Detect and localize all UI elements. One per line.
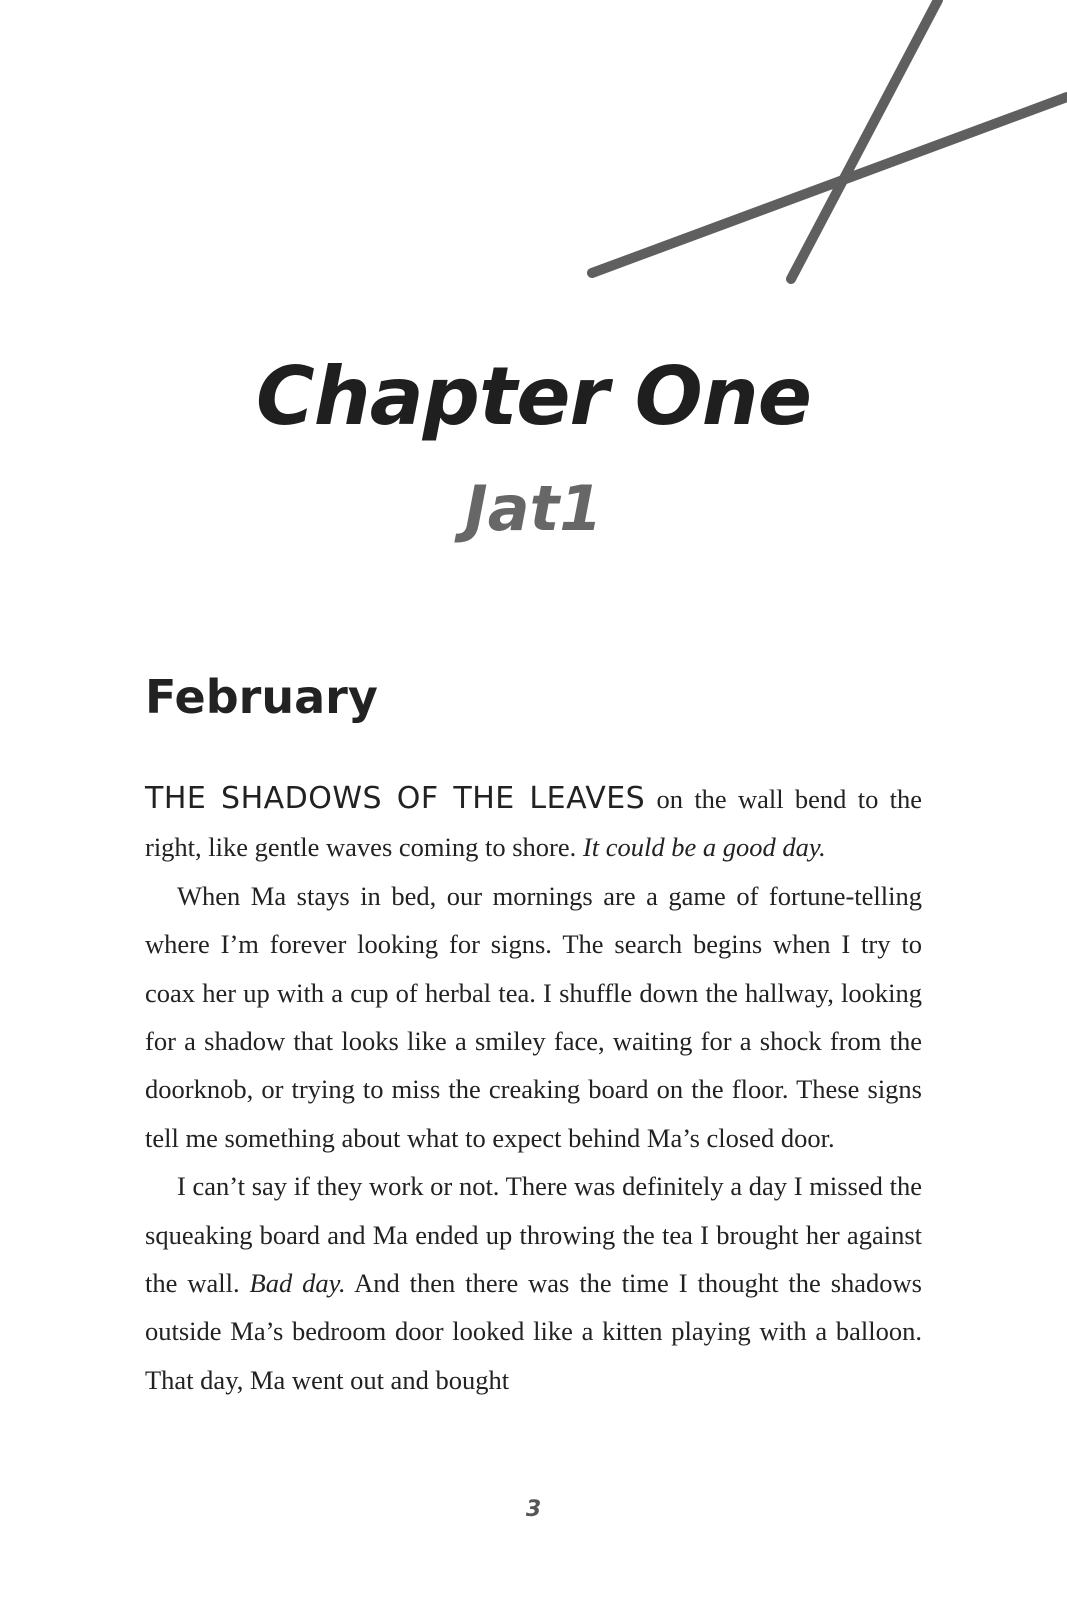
- paragraph-1-text: on the wall bend to the right, like gentle waves coming to shore.: [145, 784, 922, 863]
- chopstick-1: [791, 0, 938, 279]
- chapter-subtitle: Jat1: [464, 472, 603, 545]
- chapter-title: Chapter One: [256, 350, 811, 443]
- paragraph-1: [145, 775, 922, 872]
- lead-in: THE SHADOWS OF THE LEAVES: [145, 781, 646, 816]
- paragraph-3-emphasis: Bad day.: [249, 1268, 346, 1299]
- crossed-chopsticks-graphic: [0, 0, 1067, 300]
- paragraph-2: When Ma stays in bed, our mornings are a game of fortune-telling where I’m forever looking for signs. The search begins when I try to coax her up with a cup of herbal tea. I shuffle down the hallway, looking for a shadow that looks like a smiley face, waiting for a shock from the doorknob, or trying to miss the creaking board on the floor. These signs tell me something about what to expect behind Ma’s closed door.: [145, 880, 922, 1153]
- paragraph-3-text-b: And then there was the time I thought the shadows outside Ma’s bedroom door looked like a kitten playing with a balloon. That day, Ma went out and bought: [145, 1268, 922, 1395]
- body-text: [145, 775, 922, 1404]
- section-heading: February: [145, 670, 378, 724]
- paragraph-1-emphasis: It could be a good day.: [582, 832, 826, 863]
- page-number: 3: [525, 1497, 542, 1522]
- paragraph-3-text-a: I can’t say if they work or not. There was definitely a day I missed the squeaking board and Ma ended up throwing the tea I brought her against the wall.: [145, 1171, 922, 1299]
- paragraph-3: [145, 1162, 922, 1404]
- chopstick-2: [592, 97, 1067, 273]
